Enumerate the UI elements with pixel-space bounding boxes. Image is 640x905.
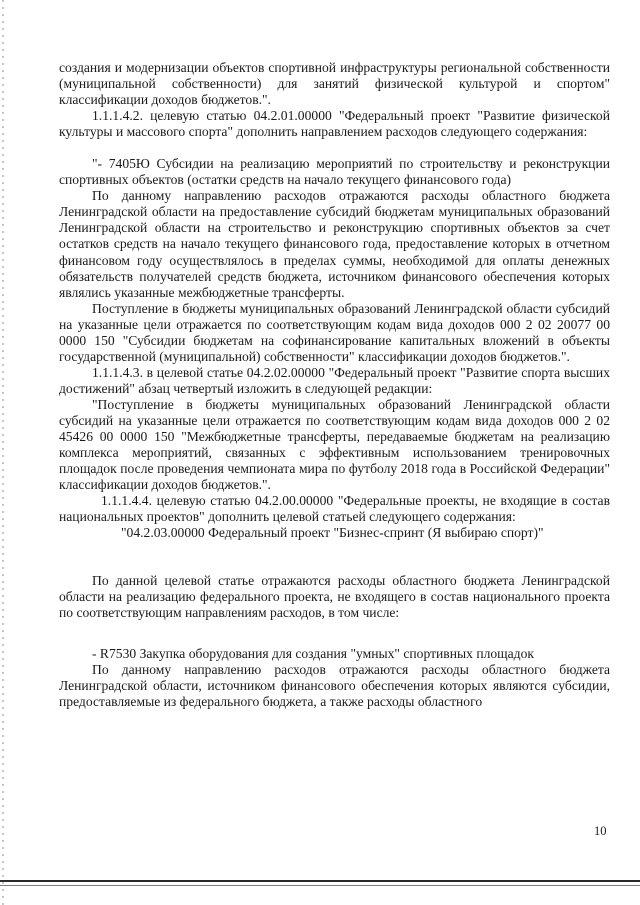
paragraph-5: Поступление в бюджеты муниципальных образований Ленинградской области субсидий на указанные цели отражается по соответствующим кодам вида доходов 000 2 02 20077 00 0000 150 "Субсидии бюджетам на софинансирование капитальных вложений в объекты государственной (муниципальной) собственности" классификации доходов бюджетов.". — [59, 300, 610, 364]
document-page — [59, 60, 610, 710]
paragraph-7: "Поступление в бюджеты муниципальных образований Ленинградской области субсидий на указанные цели отражается по соответствующим кодам вида доходов 000 2 02 45426 00 0000 150 "Межбюджетные трансферты, передаваемые бюджетам на реализацию комплекса мероприятий, связанных с эффективным использованием тренировочных площадок после проведения чемпионата мира по футболу 2018 года в Российской Федерации" классификации доходов бюджетов.". — [59, 396, 610, 493]
paragraph-1: создания и модернизации объектов спортивной инфраструктуры региональной собственности (муниципальной собственности) для занятий физической культурой и спортом" классификации доходов бюджетов.". — [59, 60, 610, 108]
paragraph-6: 1.1.1.4.3. в целевой статье 04.2.02.00000 "Федеральный проект "Развитие спорта высших достижений" абзац четвертый изложить в следующей редакции: — [59, 364, 610, 396]
paragraph-3: "- 7405Ю Субсидии на реализацию мероприятий по строительству и реконструкции спортивных объектов (остатки средств на начало текущего финансового года) — [59, 156, 610, 188]
paragraph-4: По данному направлению расходов отражаются расходы областного бюджета Ленинградской области на предоставление субсидий бюджетам муниципальных образований Ленинградской области на строительство и реконструкцию спортивных объектов за счет остатков средств на начало текущего финансового года, предоставление которых в отчетном финансовом году осуществлялось в пределах суммы, необходимой для оплаты денежных обязательств получателей средств бюджета, источником финансового обеспечения которых являлись указанные межбюджетные трансферты. — [59, 188, 610, 300]
paragraph-11: - R7530 Закупка оборудования для создания "умных" спортивных площадок — [92, 645, 535, 661]
bottom-rule-secondary — [0, 885, 640, 886]
paragraph-8: 1.1.1.4.4. целевую статью 04.2.00.00000 "Федеральные проекты, не входящие в состав национальных проектов" дополнить целевой статьей следующего содержания: — [59, 493, 610, 525]
bottom-rule — [0, 880, 640, 882]
page-number: 10 — [594, 824, 607, 838]
paragraph-10: По данной целевой статье отражаются расходы областного бюджета Ленинградской области на реализацию федерального проекта, не входящего в состав национального проекта по соответствующим направлениям расходов, в том числе: — [59, 573, 610, 621]
scan-edge-marks — [2, 0, 4, 905]
paragraph-2: 1.1.1.4.2. целевую статью 04.2.01.00000 "Федеральный проект "Развитие физической культуры и массового спорта" дополнить направлением расходов следующего содержания: — [59, 108, 610, 140]
paragraph-9: "04.2.03.00000 Федеральный проект "Бизнес-спринт (Я выбираю спорт)" — [121, 525, 544, 541]
paragraph-12: По данному направлению расходов отражаются расходы областного бюджета Ленинградской области, источником финансового обеспечения которых являются субсидии, предоставляемые из федерального бюджета, а также расходы областного — [59, 661, 610, 709]
